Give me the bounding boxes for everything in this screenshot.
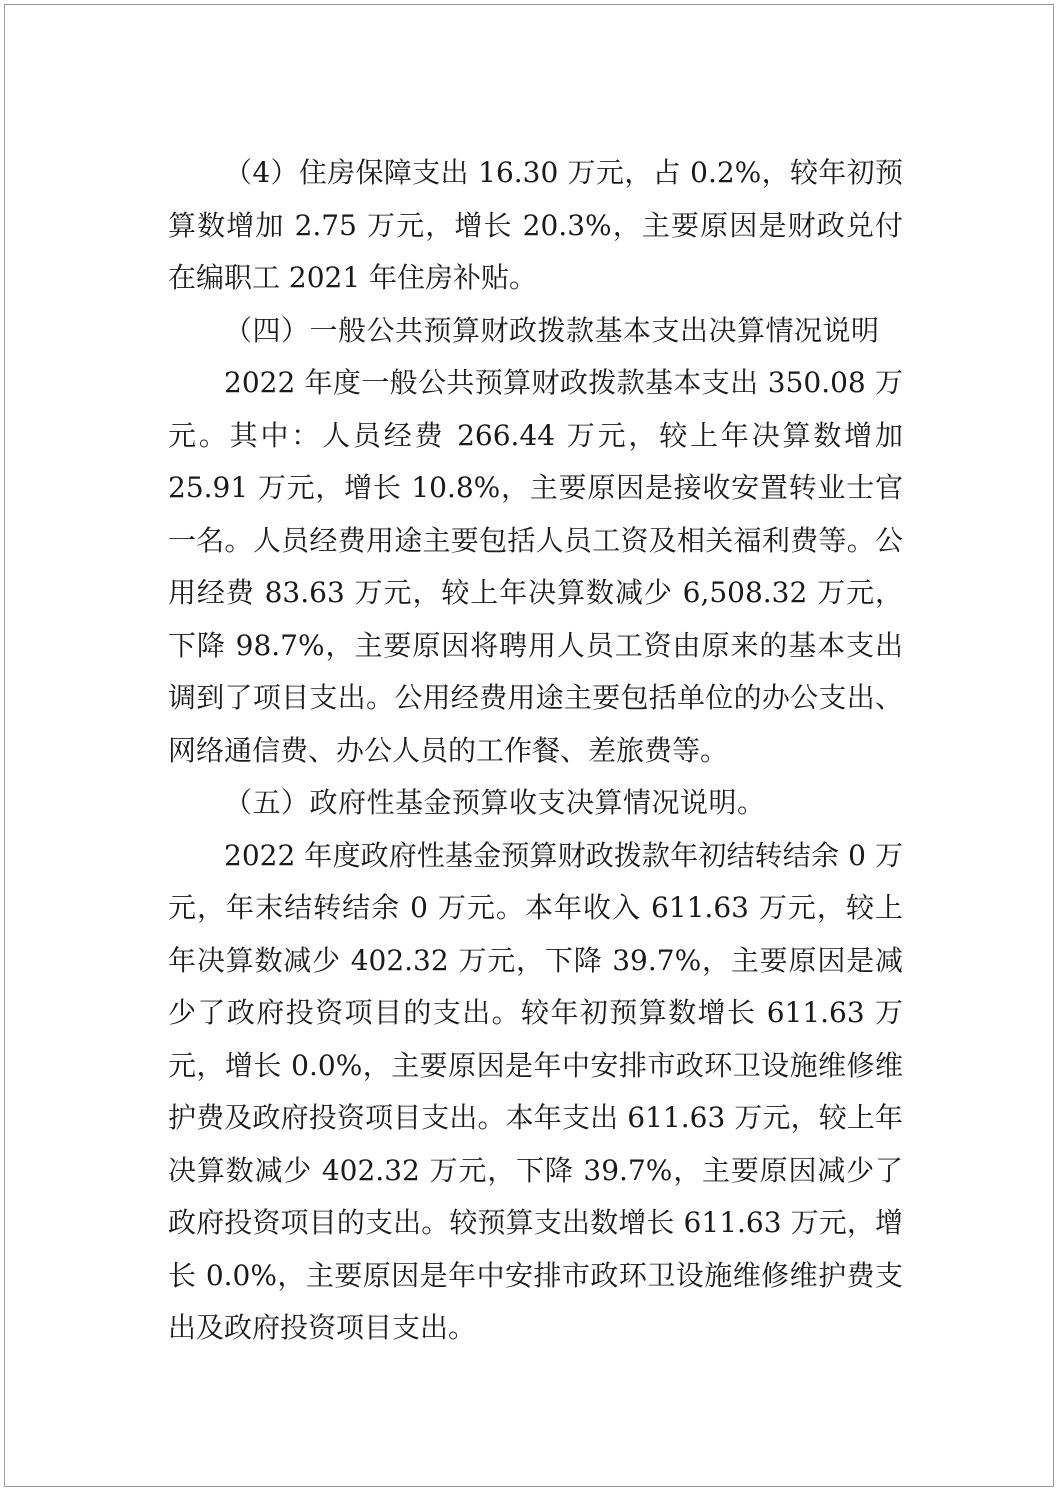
section-heading-government-fund: （五）政府性基金预算收支决算情况说明。 (224, 786, 766, 819)
paragraph-housing-expenditure: （4）住房保障支出 16.30 万元，占 0.2%，较年初预算数增加 2.75 万元，增长 20.3%，主要原因是财政兑付在编职工 2021 年住房补贴。 (168, 156, 903, 294)
paragraph-government-fund: 2022 年度政府性基金预算财政拨款年初结转结余 0 万元，年末结转结余 0 万元。本年收入 611.63 万元，较上年决算数减少 402.32 万元，下降 39.7%，主要原因是减少了政府投资项目的支出。较年初预算数增长 611.63 万元，增长 0.0%，主要原因是年中安排市政环卫设施维修维护费及政府投资项目支出。本年支出 611.63 万元，较上年决算数减少 402.32 万元，下降 39.7%，主要原因减少了政府投资项目的支出。较预算支出数增长 611.63 万元，增长 0.0%，主要原因是年中安排市政环卫设施维修维护费支出及政府投资项目支出。 (168, 838, 903, 1344)
document-body (168, 147, 903, 1355)
document-page (4, 4, 1054, 1487)
section-heading-basic-expenditure: （四）一般公共预算财政拨款基本支出决算情况说明 (224, 313, 880, 347)
paragraph-basic-expenditure: 2022 年度一般公共预算财政拨款基本支出 350.08 万元。其中：人员经费 266.44 万元，较上年决算数增加 25.91 万元，增长 10.8%，主要原因是接收安置转业士官一名。人员经费用途主要包括人员工资及相关福利费等。公用经费 83.63 万元，较上年决算数减少 6,508.32 万元，下降 98.7%，主要原因将聘用人员工资由原来的基本支出调到了项目支出。公用经费用途主要包括单位的办公支出、网络通信费、办公人员的工作餐、差旅费等。 (168, 366, 903, 767)
